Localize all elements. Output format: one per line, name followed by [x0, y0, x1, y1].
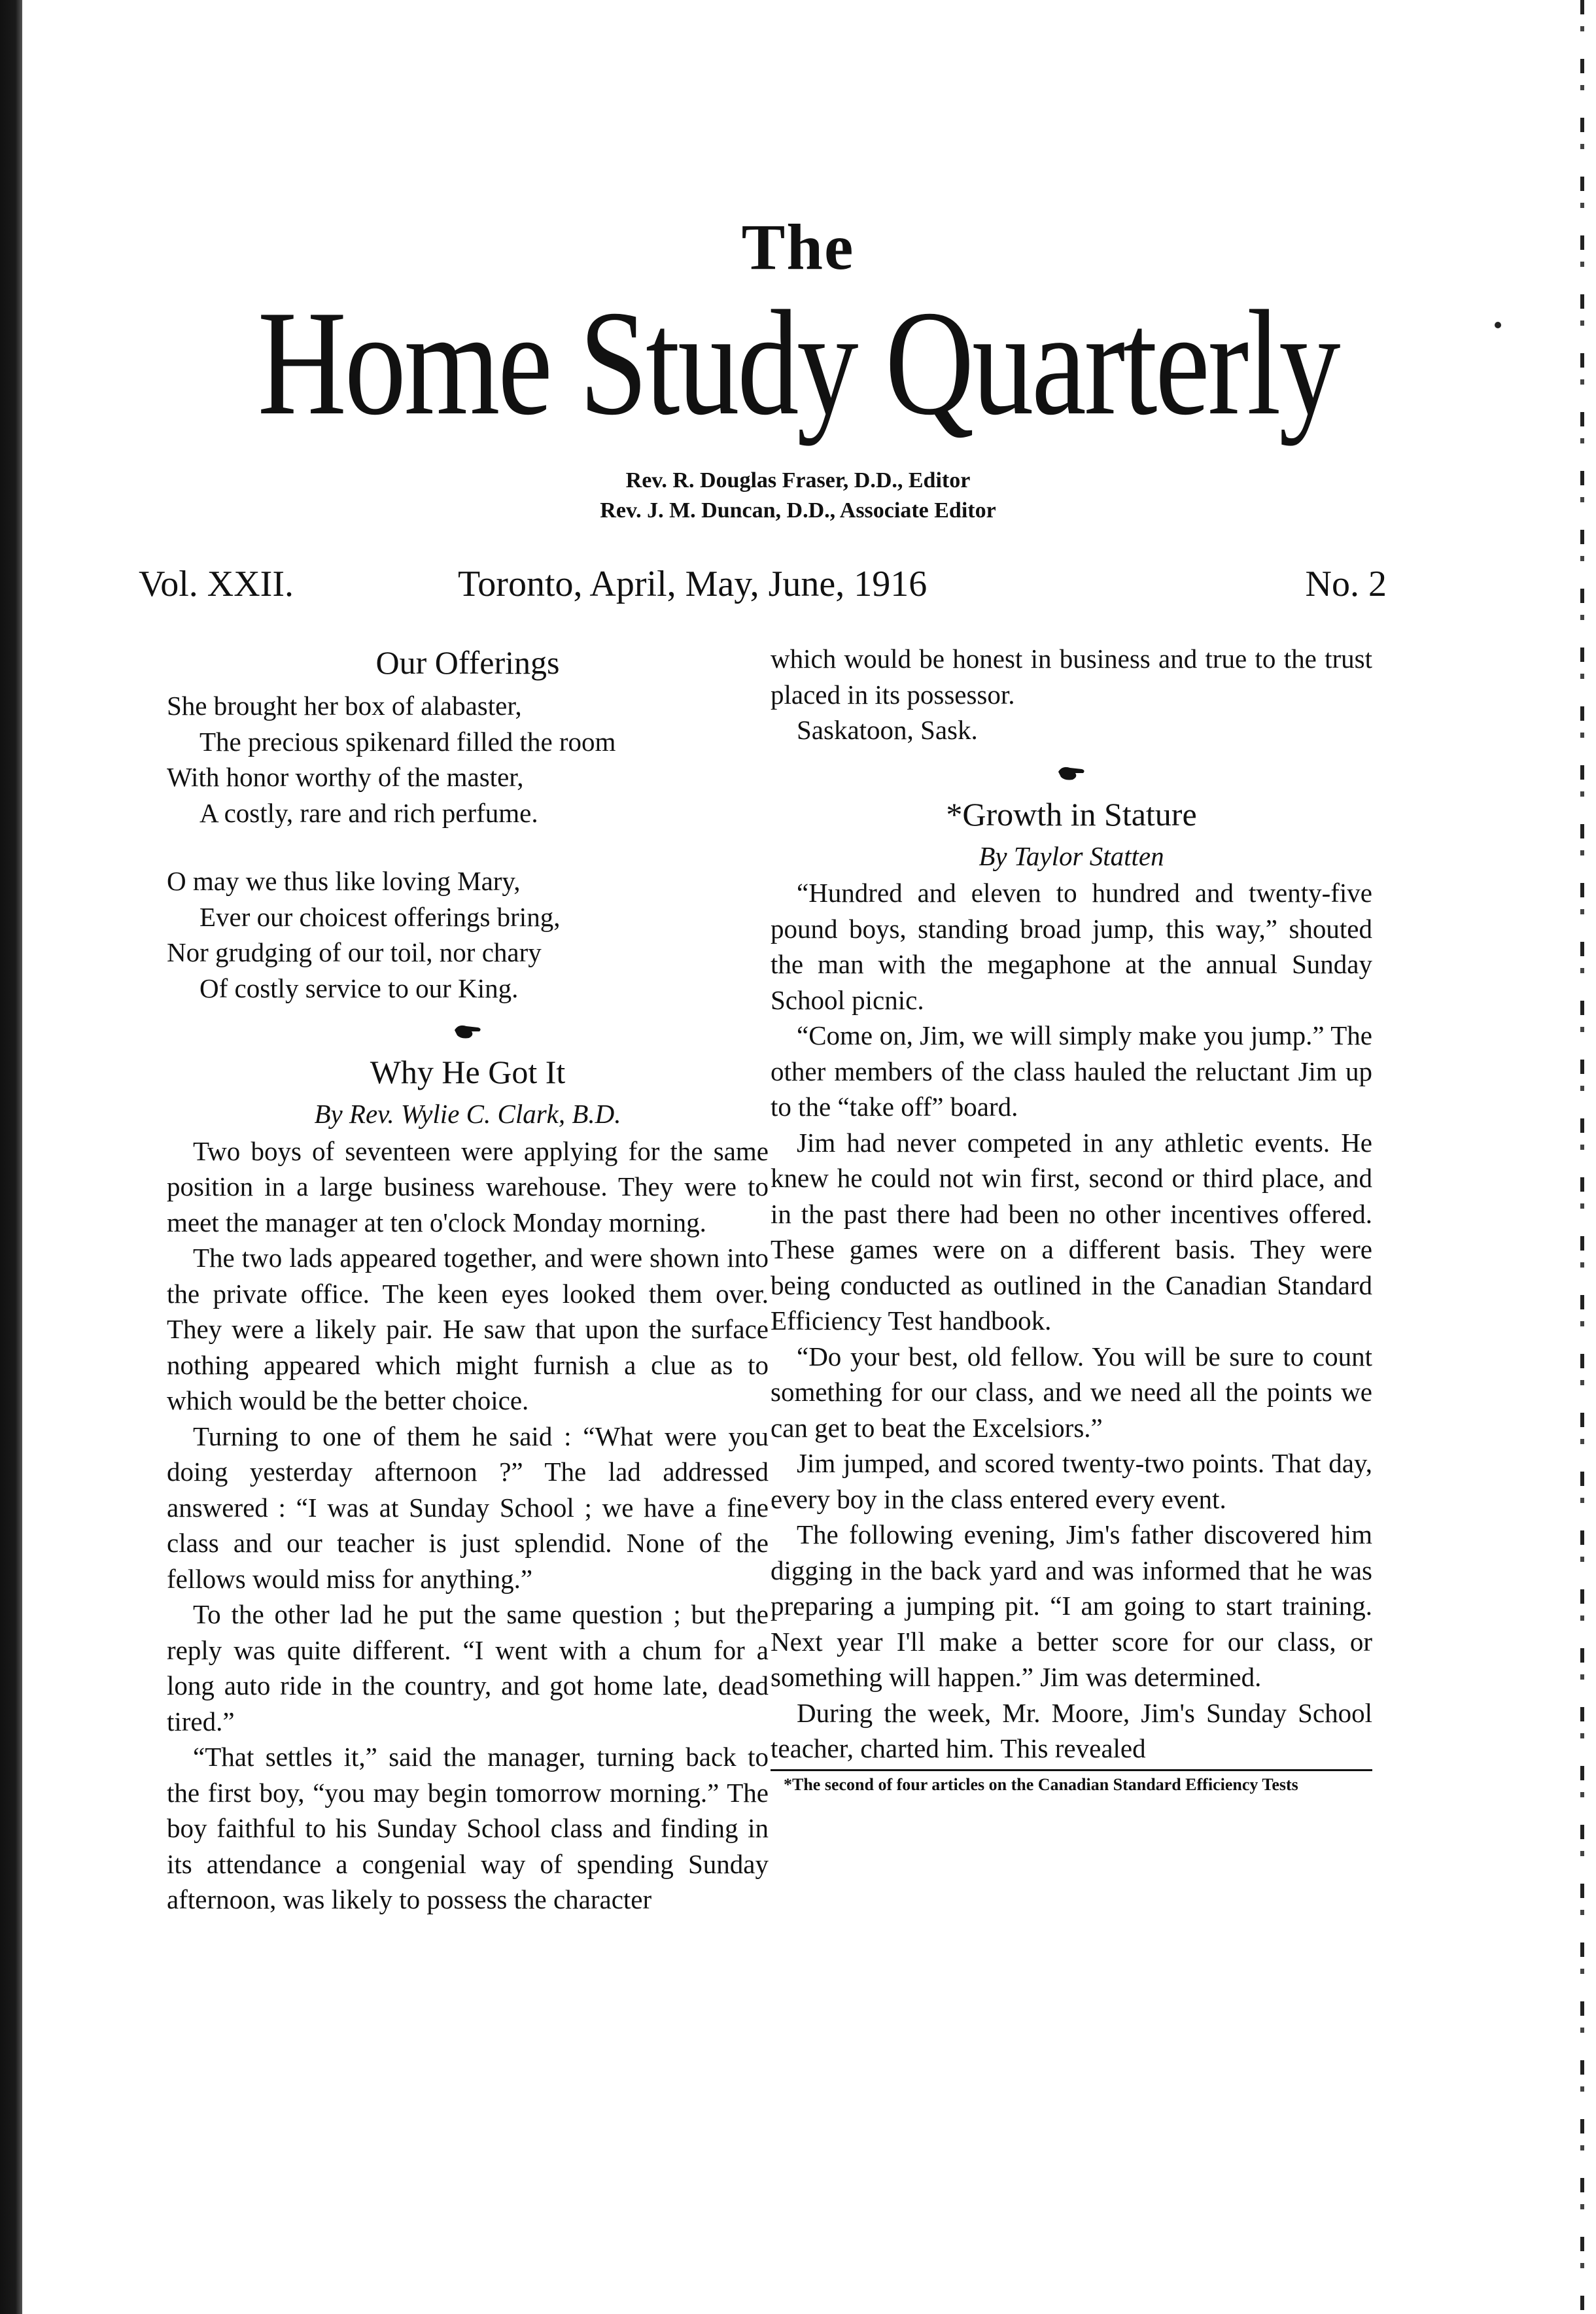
- paragraph: The two lads appeared together, and were shown into the private office. The keen eyes looked them over. They were a likely pair. He saw that upon the surface nothing appeared which might furnish a clue as to which would be the better choice.: [167, 1243, 769, 1415]
- paragraph: Jim jumped, and scored twenty-two points. That day, every boy in the class entered every event.: [771, 1448, 1372, 1514]
- scan-border-right: [1580, 0, 1584, 2314]
- poem-line: Of costly service to our King.: [200, 973, 519, 1003]
- ink-speck: [1495, 322, 1501, 328]
- paragraph: Jim had never competed in any athletic events. He knew he could not win first, second or third place, and in the past there had been no other incentives offered. These games were on a different basis. They were being conducted as outlined in the Canadian Standard Efficiency Test handbook.: [771, 1127, 1372, 1336]
- fist-ornament-icon: [167, 1009, 769, 1048]
- paragraph: “That settles it,” said the manager, turning back to the first boy, “you may begin tomorrow morning.” The boy faithful to his Sunday School class and finding in its attendance a congenial way of spending Sunday afternoon, was likely to possess the character: [167, 1742, 769, 1914]
- fist-ornament-icon: [771, 751, 1372, 790]
- paragraph: The following evening, Jim's father discovered him digging in the back yard and was informed that he was preparing a jumping pit. “I am going to start training. Next year I'll make a better score for our class, or something will happen.” Jim was determined.: [771, 1519, 1372, 1692]
- paragraph: To the other lad he put the same question ; but the reply was quite different. “I went with a chum for a long auto ride in the country, and got home late, dead tired.”: [167, 1599, 769, 1736]
- paragraph: “Hundred and eleven to hundred and twenty-five pound boys, standing broad jump, this way,” shouted the man with the megaphone at the annual Sunday School picnic.: [771, 878, 1372, 1015]
- paragraph: Turning to one of them he said : “What were you doing yesterday afternoon ?” The lad addressed answered : “I was at Sunday School ; we have a fine class and our teacher is just splendid. None of the fellows would miss for anything.”: [167, 1421, 769, 1594]
- paragraph: Two boys of seventeen were applying for the same position in a large business warehouse. They were to meet the manager at ten o'clock Monday morning.: [167, 1135, 769, 1237]
- poem-line: She brought her box of alabaster,: [167, 691, 522, 721]
- poem-title: Our Offerings: [375, 644, 560, 681]
- poem-line: O may we thus like loving Mary,: [167, 866, 521, 896]
- article-byline: By Taylor Statten: [979, 840, 1164, 871]
- article-byline: By Rev. Wylie C. Clark, B.D.: [314, 1099, 621, 1129]
- paragraph: “Do your best, old fellow. You will be sure to count something for our class, and we need all the points we can get to beat the Excelsiors.”: [771, 1341, 1372, 1443]
- poem-line: Nor grudging of our toil, nor chary: [167, 937, 542, 967]
- paragraph: During the week, Mr. Moore, Jim's Sunday School teacher, charted him. This revealed: [771, 1697, 1372, 1763]
- masthead-article: The: [741, 211, 855, 283]
- poem-line: A costly, rare and rich perfume.: [200, 797, 538, 828]
- poem-stanza-2: [167, 863, 769, 1006]
- left-column: [167, 641, 769, 1918]
- article-title: Why He Got It: [370, 1054, 566, 1090]
- scan-border-left: [0, 0, 22, 2314]
- volume-number: Vol. XXII.: [139, 564, 294, 604]
- paragraph: “Come on, Jim, we will simply make you jump.” The other members of the class hauled the reluctant Jim up to the “take off” board.: [771, 1020, 1372, 1122]
- issue-place-date: Toronto, April, May, June, 1916: [458, 564, 928, 604]
- right-column: [771, 641, 1372, 1795]
- poem-line: Ever our choicest offerings bring,: [200, 901, 561, 932]
- article-place: Saskatoon, Sask.: [797, 715, 978, 745]
- associate-editor-line: Rev. J. M. Duncan, D.D., Associate Editor: [600, 498, 996, 523]
- editor-credits: [0, 466, 1596, 526]
- article-title: *Growth in Stature: [946, 795, 1197, 833]
- poem-stanza-1: [167, 688, 769, 831]
- issue-number: No. 2: [1305, 564, 1387, 604]
- poem-line: The precious spikenard filled the room: [200, 726, 616, 757]
- footnote: *The second of four articles on the Canadian Standard Efficiency Tests: [784, 1774, 1298, 1794]
- poem-line: With honor worthy of the master,: [167, 762, 524, 792]
- masthead-title: Home Study Quarterly: [257, 279, 1339, 446]
- footnote-divider: [771, 1769, 1372, 1771]
- paragraph-continuation: which would be honest in business and true to the trust placed in its possessor.: [771, 644, 1372, 710]
- editor-line: Rev. R. Douglas Fraser, D.D., Editor: [625, 468, 971, 492]
